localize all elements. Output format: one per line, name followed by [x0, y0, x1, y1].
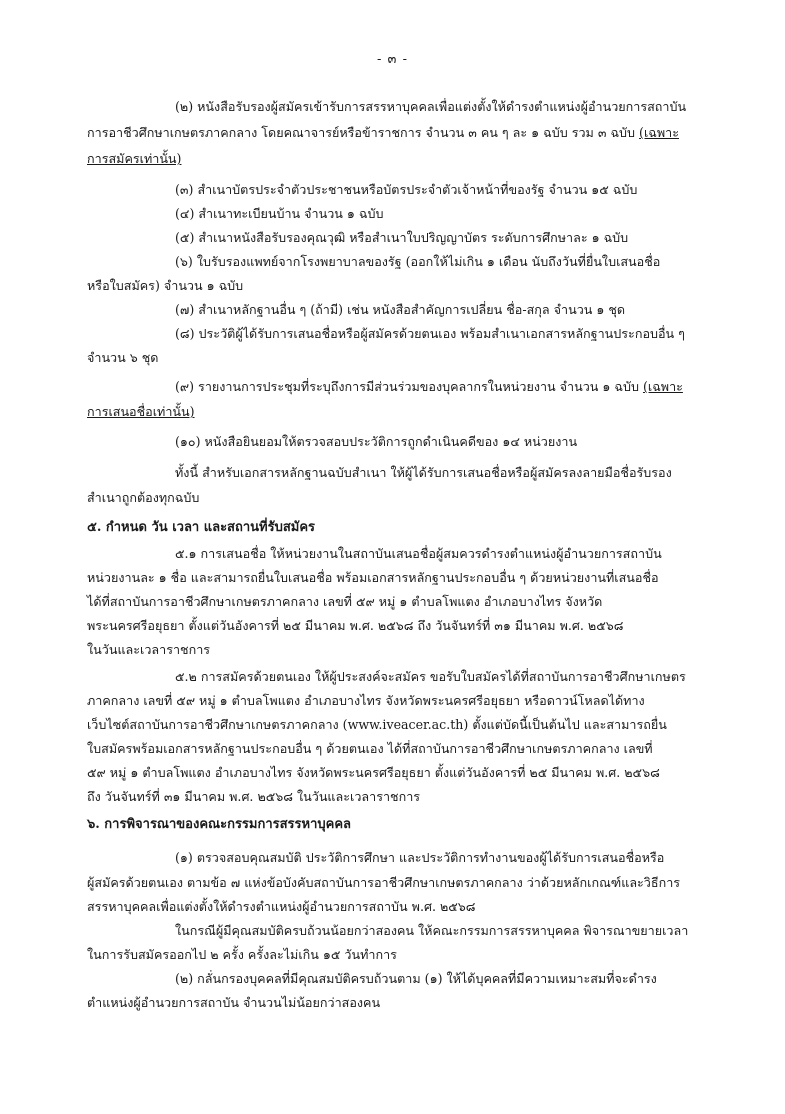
doc-item-2-note: (เฉพาะ	[639, 125, 679, 140]
doc-item-2-text: การอาชีวศึกษาเกษตรภาคกลาง โดยคณาจารย์หรือข้าราชการ จำนวน ๓ คน ๆ ละ ๑ ฉบับ รวม ๓ ฉบับ	[87, 125, 640, 140]
doc-item-8-line-1: (๘) ประวัติผู้ได้รับการเสนอชื่อหรือผู้สมัครด้วยตนเอง พร้อมสำเนาเอกสารหลักฐานประกอบอื่น ๆ	[175, 326, 685, 341]
section-5-1-line: พระนครศรีอยุธยา ตั้งแต่วันอังคารที่ ๒๕ มีนาคม พ.ศ. ๒๕๖๘ ถึง วันจันทร์ที่ ๓๑ มีนาคม พ.ศ. ๒๕๖๘	[87, 618, 624, 633]
doc-item-4: (๔) สำเนาทะเบียนบ้าน จำนวน ๑ ฉบับ	[175, 206, 384, 221]
doc-item-6-line-1: (๖) ใบรับรองแพทย์จากโรงพยาบาลของรัฐ (ออกให้ไม่เกิน ๑ เดือน นับถึงวันที่ยื่นใบเสนอชื่อ	[175, 254, 661, 269]
doc-item-9-line-1	[175, 378, 683, 396]
section-6-2-line: (๒) กลั่นกรองบุคคลที่มีคุณสมบัติครบถ้วนตาม (๑) ให้ได้บุคคลที่มีความเหมาะสมที่จะดำรง	[175, 971, 657, 986]
section-6-1-line: สรรหาบุคคลเพื่อแต่งตั้งให้ดำรงตำแหน่งผู้อำนวยการสถาบัน พ.ศ. ๒๕๖๘	[87, 899, 476, 914]
section-5-2-line: ถึง วันจันทร์ที่ ๓๑ มีนาคม พ.ศ. ๒๕๖๘ ในวันและเวลาราชการ	[87, 789, 421, 804]
doc-item-2-line-1: (๒) หนังสือรับรองผู้สมัครเข้ารับการสรรหาบุคคลเพื่อแต่งตั้งให้ดำรงตำแหน่งผู้อำนวยการสถาบัน	[175, 99, 687, 114]
doc-item-3: (๓) สำเนาบัตรประจำตัวประชาชนหรือบัตรประจำตัวเจ้าหน้าที่ของรัฐ จำนวน ๑๕ ฉบับ	[175, 182, 638, 197]
doc-item-10: (๑๐) หนังสือยินยอมให้ตรวจสอบประวัติการถูกดำเนินคดีของ ๑๔ หน่วยงาน	[175, 434, 578, 449]
doc-item-9-note: (เฉพาะ	[642, 379, 683, 394]
section-6-note-line: ในกรณีผู้มีคุณสมบัติครบถ้วนน้อยกว่าสองคน ให้คณะกรรมการสรรหาบุคคล พิจารณาขยายเวลา	[175, 923, 689, 938]
section-5-1-line: ๕.๑ การเสนอชื่อ ให้หน่วยงานในสถาบันเสนอชื่อผู้สมควรดำรงตำแหน่งผู้อำนวยการสถาบัน	[175, 546, 662, 561]
section-5-1-line: ในวันและเวลาราชการ	[87, 642, 211, 657]
section-5-2-line: ใบสมัครพร้อมเอกสารหลักฐานประกอบอื่น ๆ ด้วยตนเอง ได้ที่สถาบันการอาชีวศึกษาเกษตรภาคกลาง เลขที่	[87, 741, 653, 756]
doc-item-7: (๗) สำเนาหลักฐานอื่น ๆ (ถ้ามี) เช่น หนังสือสำคัญการเปลี่ยน ชื่อ-สกุล จำนวน ๑ ชุด	[175, 302, 626, 317]
section-6-heading: ๖. การพิจารณาของคณะกรรมการสรรหาบุคคล	[87, 817, 352, 832]
section-6-1-line: (๑) ตรวจสอบคุณสมบัติ ประวัติการศึกษา และประวัติการทำงานของผู้ได้รับการเสนอชื่อหรือ	[175, 850, 665, 865]
doc-item-8-line-2: จำนวน ๖ ชุด	[87, 350, 159, 365]
doc-note-line-2: สำเนาถูกต้องทุกฉบับ	[87, 490, 200, 505]
section-5-2-line: เว็บไซต์สถาบันการอาชีวศึกษาเกษตรภาคกลาง (www.iveacer.ac.th) ตั้งแต่บัดนี้เป็นต้นไป และสามารถยื่น	[87, 717, 667, 732]
doc-note-line-1: ทั้งนี้ สำหรับเอกสารหลักฐานฉบับสำเนา ให้ผู้ได้รับการเสนอชื่อหรือผู้สมัครลงลายมือชื่อรับรอง	[175, 465, 672, 480]
section-6-2-line: ตำแหน่งผู้อำนวยการสถาบัน จำนวนไม่น้อยกว่าสองคน	[87, 995, 381, 1010]
section-6-note-line: ในการรับสมัครออกไป ๒ ครั้ง ครั้งละไม่เกิน ๑๕ วันทำการ	[87, 947, 397, 962]
section-5-heading: ๕. กำหนด วัน เวลา และสถานที่รับสมัคร	[87, 520, 316, 535]
section-5-2-line: ๕๙ หมู่ ๑ ตำบลโพแตง อำเภอบางไทร จังหวัดพระนครศรีอยุธยา ตั้งแต่วันอังคารที่ ๒๕ มีนาคม พ.ศ. ๒๕๖๘	[87, 765, 660, 780]
section-6-1-line: ผู้สมัครด้วยตนเอง ตามข้อ ๗ แห่งข้อบังคับสถาบันการอาชีวศึกษาเกษตรภาคกลาง ว่าด้วยหลักเกณฑ์และวิธีการ	[87, 875, 681, 890]
section-5-2-line: ภาคกลาง เลขที่ ๕๙ หมู่ ๑ ตำบลโพแตง อำเภอบางไทร จังหวัดพระนครศรีอยุธยา หรือดาวน์โหลดได้ทาง	[87, 693, 645, 708]
doc-item-2-note-cont: การสมัครเท่านั้น)	[87, 151, 182, 166]
doc-item-9-note-cont: การเสนอชื่อเท่านั้น)	[87, 404, 195, 419]
doc-item-5: (๕) สำเนาหนังสือรับรองคุณวุฒิ หรือสำเนาใบปริญญาบัตร ระดับการศึกษาละ ๑ ฉบับ	[175, 230, 629, 245]
section-5-1-line: ได้ที่สถาบันการอาชีวศึกษาเกษตรภาคกลาง เลขที่ ๕๙ หมู่ ๑ ตำบลโพแตง อำเภอบางไทร จังหวัด	[87, 594, 603, 609]
page-number: - ๓ -	[377, 52, 408, 67]
doc-item-2-line-2	[87, 124, 679, 142]
doc-item-9-text: (๙) รายงานการประชุมที่ระบุถึงการมีส่วนร่วมของบุคลากรในหน่วยงาน จำนวน ๑ ฉบับ	[175, 379, 643, 394]
doc-item-6-line-2: หรือใบสมัคร) จำนวน ๑ ฉบับ	[87, 278, 244, 293]
section-5-1-line: หน่วยงานละ ๑ ชื่อ และสามารถยื่นใบเสนอชื่อ พร้อมเอกสารหลักฐานประกอบอื่น ๆ ด้วยหน่วยงานที่เสนอชื่อ	[87, 570, 659, 585]
section-5-2-line: ๕.๒ การสมัครด้วยตนเอง ให้ผู้ประสงค์จะสมัคร ขอรับใบสมัครได้ที่สถาบันการอาชีวศึกษาเกษตร	[175, 669, 686, 684]
